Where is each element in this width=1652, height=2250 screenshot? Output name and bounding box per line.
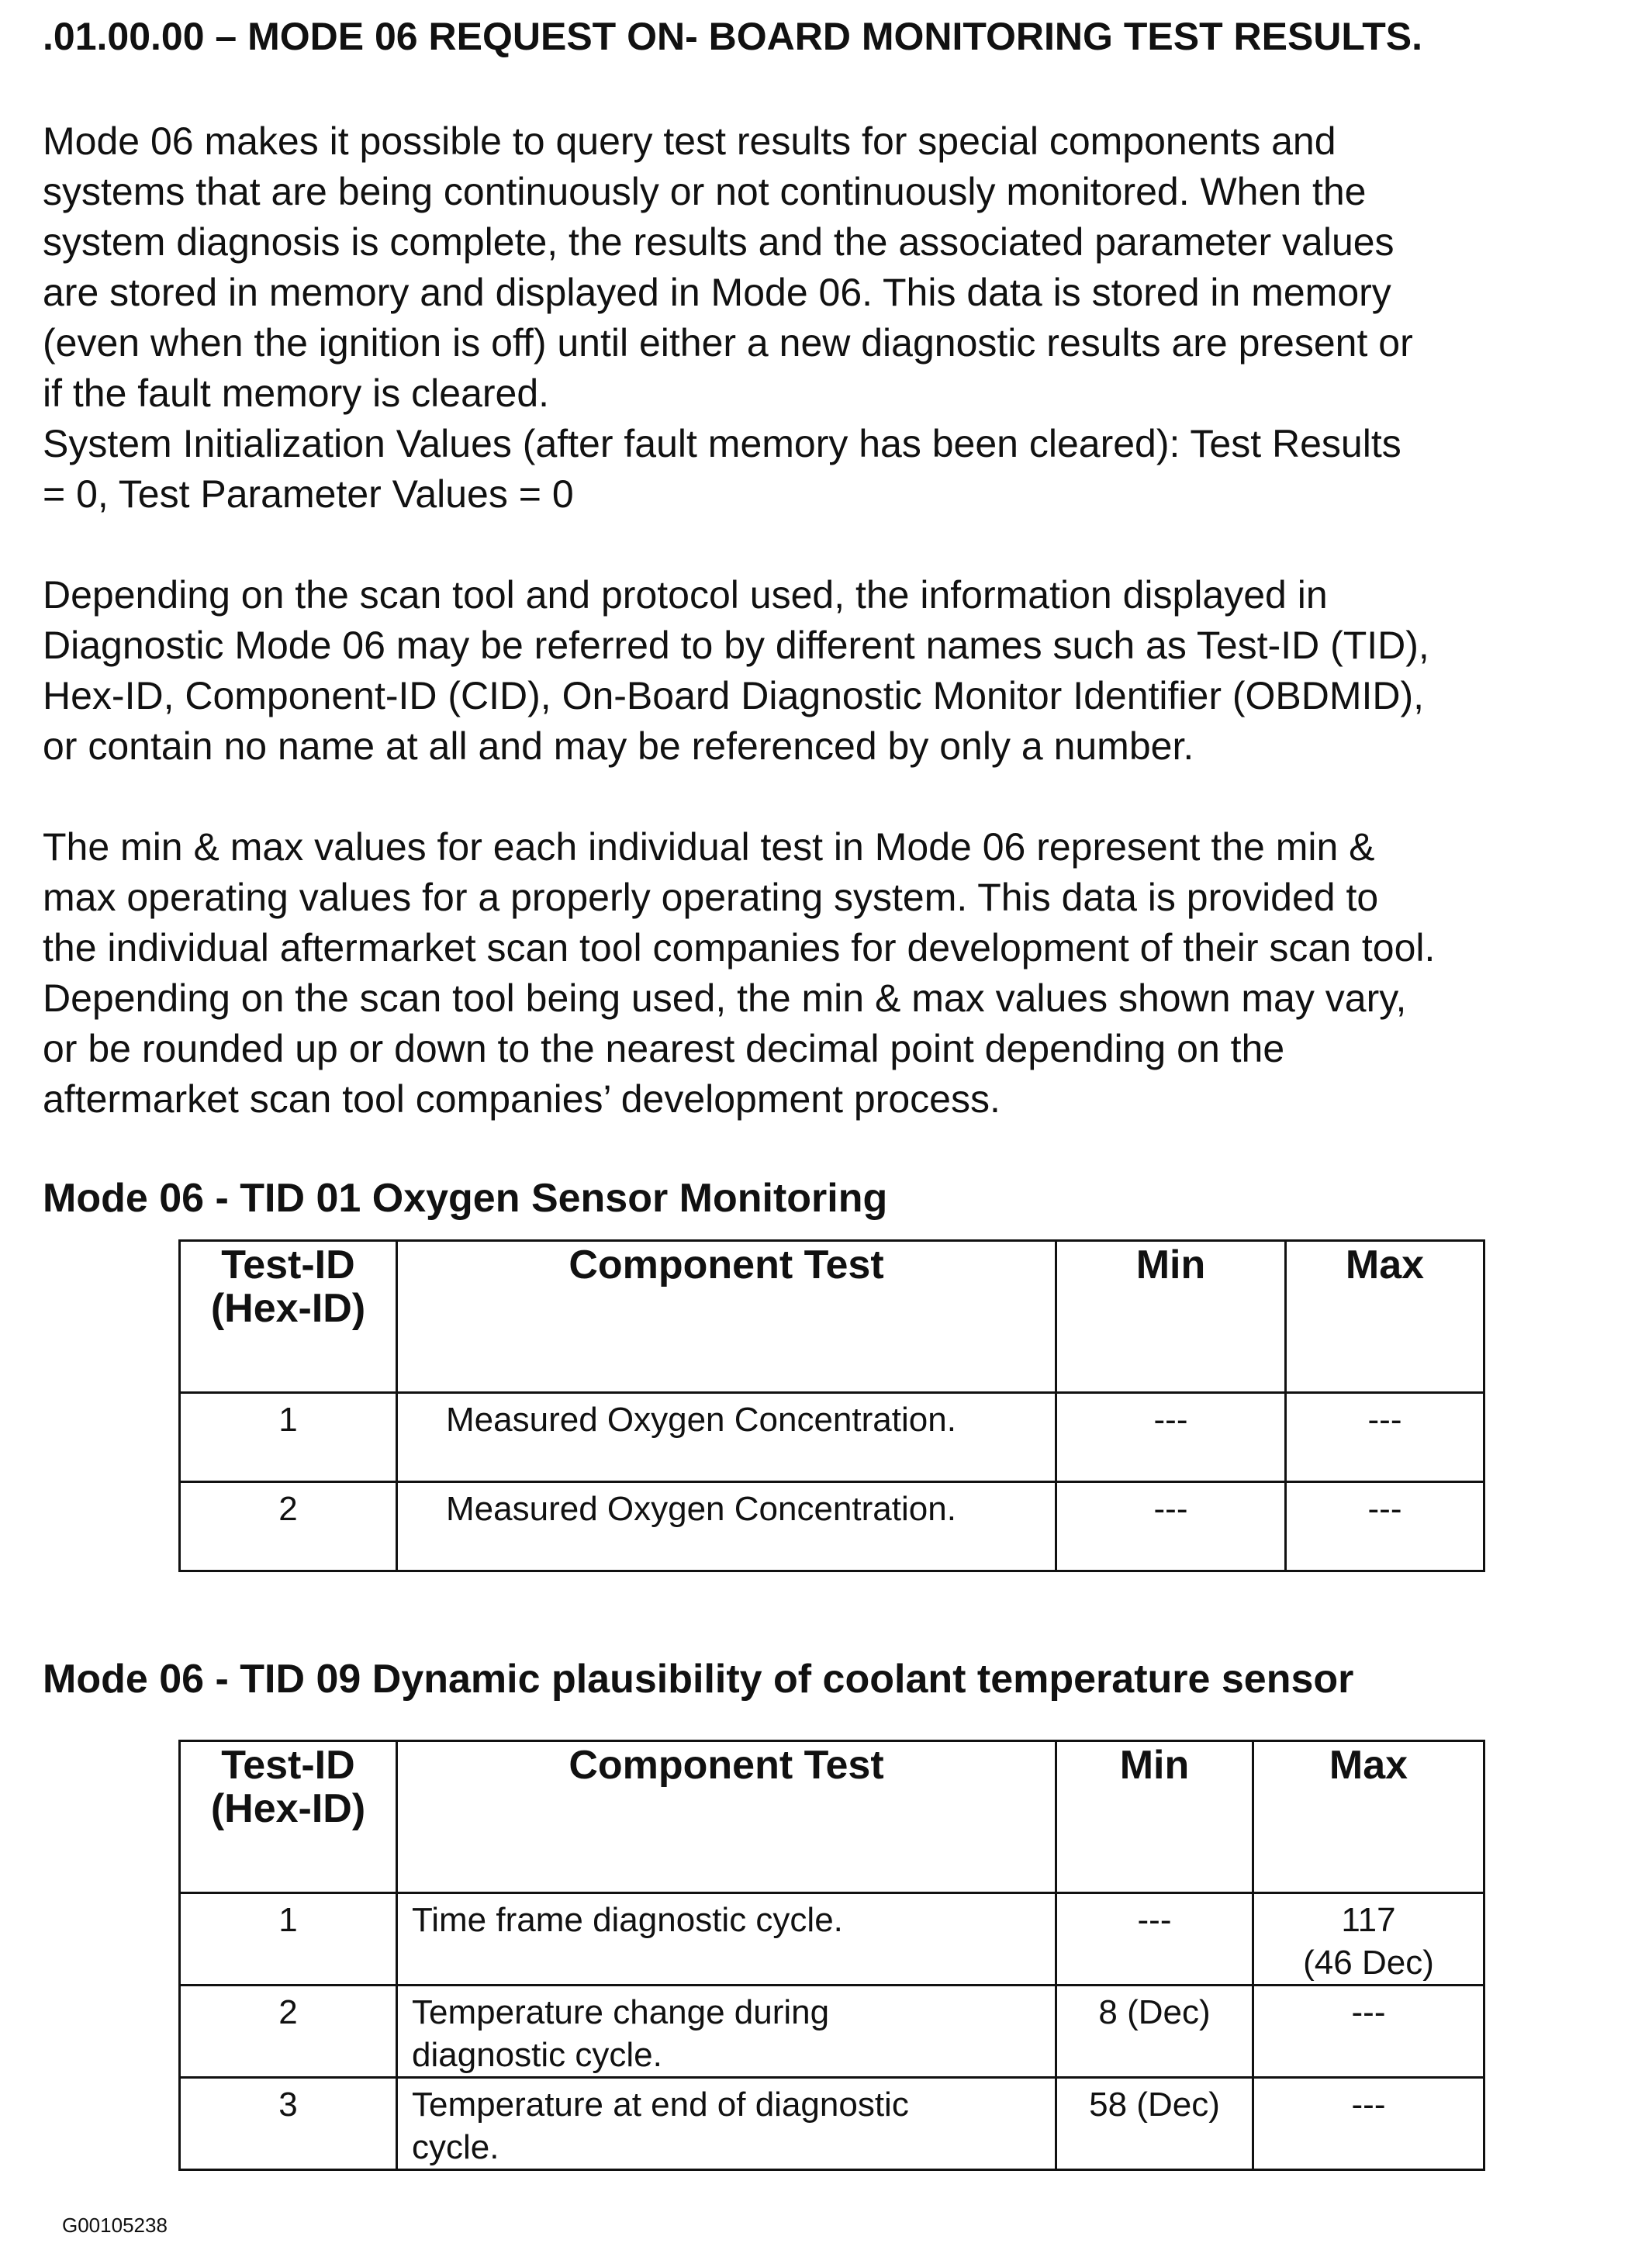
- text-line: Hex-ID, Component-ID (CID), On-Board Diagnostic Monitor Identifier (OBDMID),: [43, 674, 1425, 717]
- cell-max: ---: [1286, 1393, 1484, 1482]
- header-min: Min: [1056, 1741, 1253, 1893]
- cell-component-test: Measured Oxygen Concentration.: [397, 1482, 1056, 1571]
- cell-max: ---: [1286, 1482, 1484, 1571]
- cell-max: ---: [1253, 2078, 1484, 2170]
- text-line: max operating values for a properly operating system. This data is provided to: [43, 876, 1379, 919]
- cell-min: 58 (Dec): [1056, 2078, 1253, 2170]
- cell-component-test: [397, 1986, 1056, 2078]
- header-component-test: Component Test: [397, 1241, 1056, 1393]
- table-row: [180, 1893, 1484, 1986]
- text-line: = 0, Test Parameter Values = 0: [43, 472, 574, 516]
- text-line: the individual aftermarket scan tool companies for development of their scan tool.: [43, 926, 1436, 969]
- table-row: [180, 1393, 1484, 1482]
- figure-id: G00105238: [62, 2214, 168, 2237]
- table-row: [180, 2078, 1484, 2170]
- text-line: aftermarket scan tool companies’ development process.: [43, 1077, 1001, 1121]
- table2-heading: Mode 06 - TID 09 Dynamic plausibility of coolant temperature sensor: [43, 1657, 1354, 1702]
- cell-test-id: 3: [180, 2078, 397, 2170]
- cell-max-line2: (46 Dec): [1303, 1944, 1434, 1982]
- paragraph-min-max-values: [43, 822, 1633, 1125]
- cell-min: ---: [1056, 1893, 1253, 1986]
- cell-min: ---: [1056, 1482, 1286, 1571]
- cell-component-test: [397, 2078, 1056, 2170]
- cell-component-line2: cycle.: [412, 2128, 499, 2166]
- table-header-row: [180, 1741, 1484, 1893]
- header-test-id: [180, 1741, 397, 1893]
- text-line: or be rounded up or down to the nearest decimal point depending on the: [43, 1027, 1285, 1070]
- cell-test-id: 2: [180, 1482, 397, 1571]
- page-title: .01.00.00 – MODE 06 REQUEST ON- BOARD MONITORING TEST RESULTS.: [43, 15, 1423, 58]
- header-test-id-line1: Test-ID: [221, 1743, 355, 1788]
- cell-min: 8 (Dec): [1056, 1986, 1253, 2078]
- text-line: System Initialization Values (after fault memory has been cleared): Test Results: [43, 422, 1401, 465]
- table-row: [180, 1482, 1484, 1571]
- text-line: systems that are being continuously or not continuously monitored. When the: [43, 170, 1367, 213]
- cell-test-id: 1: [180, 1393, 397, 1482]
- header-component-test: Component Test: [397, 1741, 1056, 1893]
- cell-component-test: Measured Oxygen Concentration.: [397, 1393, 1056, 1482]
- header-max: Max: [1253, 1741, 1484, 1893]
- header-max: Max: [1286, 1241, 1484, 1393]
- cell-max: ---: [1253, 1986, 1484, 2078]
- text-line: if the fault memory is cleared.: [43, 372, 550, 415]
- header-test-id-line1: Test-ID: [221, 1243, 355, 1287]
- header-test-id-line2: (Hex-ID): [210, 1286, 366, 1331]
- cell-max: [1253, 1893, 1484, 1986]
- header-min: Min: [1056, 1241, 1286, 1393]
- cell-component-line2: diagnostic cycle.: [412, 2036, 662, 2074]
- table-header-row: [180, 1241, 1484, 1393]
- cell-test-id: 2: [180, 1986, 397, 2078]
- text-line: The min & max values for each individual test in Mode 06 represent the min &: [43, 825, 1375, 869]
- cell-test-id: 1: [180, 1893, 397, 1986]
- table-row: [180, 1986, 1484, 2078]
- cell-component-line1: Temperature change during: [412, 1993, 830, 2031]
- text-line: or contain no name at all and may be referenced by only a number.: [43, 724, 1194, 768]
- cell-max-line1: 117: [1341, 1901, 1396, 1939]
- text-line: Mode 06 makes it possible to query test results for special components and: [43, 119, 1336, 163]
- text-line: Depending on the scan tool and protocol used, the information displayed in: [43, 573, 1328, 617]
- text-line: (even when the ignition is off) until either a new diagnostic results are present or: [43, 321, 1413, 365]
- paragraph-mode06-description: [43, 116, 1633, 520]
- table-tid09-coolant-temperature: [178, 1740, 1485, 2171]
- cell-component-line1: Temperature at end of diagnostic: [412, 2086, 909, 2124]
- cell-component-test: [397, 1893, 1056, 1986]
- paragraph-naming-conventions: [43, 570, 1633, 772]
- table-tid01-oxygen-sensor: [178, 1239, 1485, 1572]
- header-test-id: [180, 1241, 397, 1393]
- header-test-id-line2: (Hex-ID): [210, 1786, 366, 1831]
- cell-component-line1: Time frame diagnostic cycle.: [412, 1901, 843, 1939]
- text-line: are stored in memory and displayed in Mode 06. This data is stored in memory: [43, 271, 1391, 314]
- cell-min: ---: [1056, 1393, 1286, 1482]
- table1-heading: Mode 06 - TID 01 Oxygen Sensor Monitoring: [43, 1176, 888, 1221]
- text-line: system diagnosis is complete, the results and the associated parameter values: [43, 220, 1395, 264]
- text-line: Depending on the scan tool being used, the min & max values shown may vary,: [43, 976, 1407, 1020]
- text-line: Diagnostic Mode 06 may be referred to by different names such as Test-ID (TID),: [43, 624, 1429, 667]
